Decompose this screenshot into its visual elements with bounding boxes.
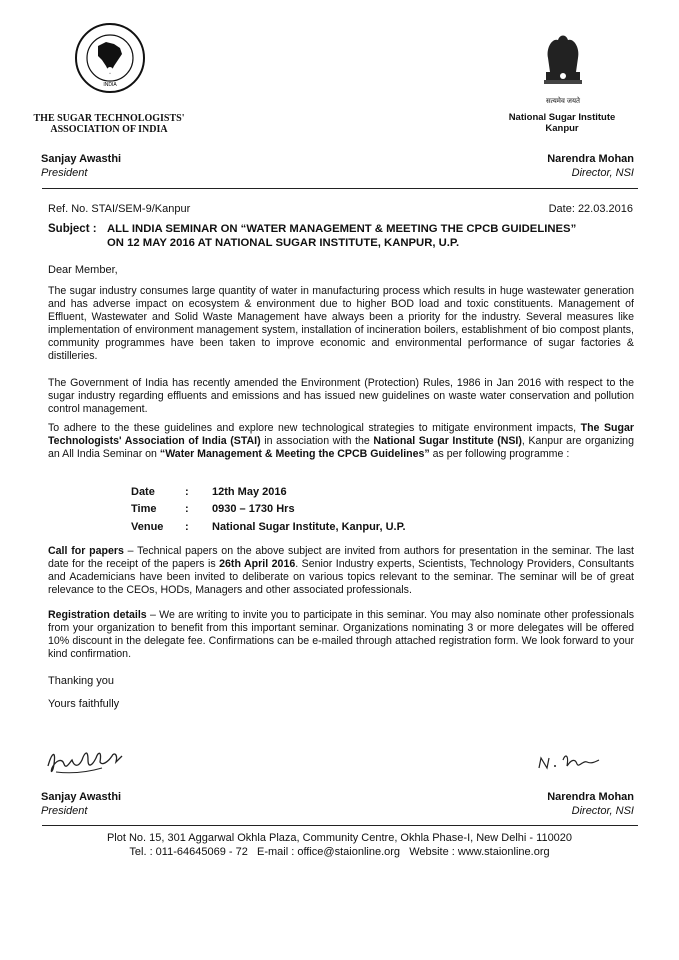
top-right-title: Director, NSI <box>571 167 634 179</box>
stai-logo <box>74 22 146 94</box>
national-emblem <box>540 28 586 100</box>
bottom-right-title: Director, NSI <box>571 805 634 817</box>
para3-text-b: in association with the <box>264 435 370 448</box>
subject-line1: ALL INDIA SEMINAR ON “WATER MANAGEMENT & MEETING THE CPCB GUIDELINES” <box>107 223 577 235</box>
top-left-name: Sanjay Awasthi <box>41 153 122 165</box>
para3-org-stai: The Sugar Technologists' Association of India (STAI) <box>48 422 634 448</box>
bottom-left-title: President <box>41 805 88 817</box>
top-left-title: President <box>41 167 88 179</box>
emblem-motto: सत्यमेव जयते <box>545 98 581 105</box>
call-deadline: 26th April 2016 <box>219 558 296 571</box>
left-org-line1: THE SUGAR TECHNOLOGISTS' <box>33 113 185 124</box>
salutation: Dear Member, <box>48 264 118 276</box>
letter-date: Date: 22.03.2016 <box>548 203 633 215</box>
call-text-b: . Senior Industry experts, Scientists, Technology Providers, Consultants and Academicians have been invited to deliberate on various topics relevant to the seminar. The seminar will be of great relevance to the CEOs, HODs, Managers and other associated professionals. <box>48 558 634 597</box>
subject-line2: ON 12 MAY 2016 AT NATIONAL SUGAR INSTITUTE, KANPUR, U.P. <box>107 237 460 249</box>
registration-text: – We are writing to invite you to participate in this seminar. You may also nominate other professionals from your organization to benefit from this important seminar. Organizations nominating 3 or more delegates will be offered 10% discount in the delegate fee. Confirmations can be e-mailed through attached registration form. We look forward to your kind confirmation. <box>48 609 634 661</box>
footer-contact: Tel. : 011-64645069 - 72 E-mail : office@staionline.org Website : www.staionline.org <box>129 846 550 858</box>
para3-text-a: To adhere to the these guidelines and explore new technological strategies to mitigate environment impacts, <box>48 422 577 434</box>
programme-time-sep: : <box>185 503 189 515</box>
logo-bottom-text: INDIA <box>103 82 117 88</box>
programme-venue-sep: : <box>185 521 189 533</box>
bottom-right-name: Narendra Mohan <box>547 791 634 803</box>
call-label: Call for papers <box>48 545 124 557</box>
para3-org-nsi: National Sugar Institute (NSI) <box>373 435 522 448</box>
top-right-name: Narendra Mohan <box>547 153 634 165</box>
footer-divider <box>42 825 638 826</box>
paragraph-1: The sugar industry consumes large quantity of water in manufacturing process which results in huge wastewater generation and has adverse impact on ecosystem & environment due to higher BOD load and toxic constituents. Management of Effluent, Wastewater and Solid Waste Management have always been a priority for the industry. Several measures like implementation of environment management system, installation of incineration boilers, establishment of bio compost plants, community programmes have been taken to improve economic and environmental performance of sugar factories & distilleries. <box>48 285 634 363</box>
paragraph-2: The Government of India has recently amended the Environment (Protection) Rules, 1986 in Jan 2016 with respect to the sugar industry regarding effluents and emissions and has issued new guidelines on waste water conservation and pollution control management. <box>48 377 634 416</box>
registration-label: Registration details <box>48 609 147 621</box>
para3-seminar-title: “Water Management & Meeting the CPCB Guidelines” <box>159 448 430 461</box>
right-org-line1: National Sugar Institute <box>508 112 616 123</box>
call-for-papers <box>48 545 634 597</box>
signature-left <box>42 742 137 782</box>
programme-time-value: 0930 – 1730 Hrs <box>212 503 295 515</box>
subject-label: Subject : <box>48 223 97 235</box>
left-org-line2: ASSOCIATION OF INDIA <box>50 124 168 135</box>
footer-address: Plot No. 15, 301 Aggarwal Okhla Plaza, Community Centre, Okhla Phase-I, New Delhi - 110020 <box>106 832 573 844</box>
thanking-you: Thanking you <box>48 675 115 687</box>
para3-text-c: , Kanpur are organizing an All India Seminar on <box>48 435 634 461</box>
call-text-a: – Technical papers on the above subject are invited from authors for presentation in the seminar. The last date for the receipt of the papers is <box>48 545 634 571</box>
yours-faithfully: Yours faithfully <box>48 698 120 710</box>
ref-number: Ref. No. STAI/SEM-9/Kanpur <box>48 203 191 215</box>
bottom-left-name: Sanjay Awasthi <box>41 791 122 803</box>
programme-venue-value: National Sugar Institute, Kanpur, U.P. <box>212 521 406 533</box>
para3-text-d: as per following programme : <box>432 448 570 461</box>
header-divider <box>42 188 638 189</box>
programme-date-value: 12th May 2016 <box>212 486 287 498</box>
registration-details <box>48 609 634 661</box>
programme-time-label: Time <box>131 503 157 515</box>
programme-date-label: Date <box>131 486 155 498</box>
signature-right <box>535 748 610 776</box>
programme-venue-label: Venue <box>131 521 164 533</box>
paragraph-3 <box>48 422 634 461</box>
right-org-line2: Kanpur <box>545 123 579 134</box>
programme-date-sep: : <box>185 486 189 498</box>
